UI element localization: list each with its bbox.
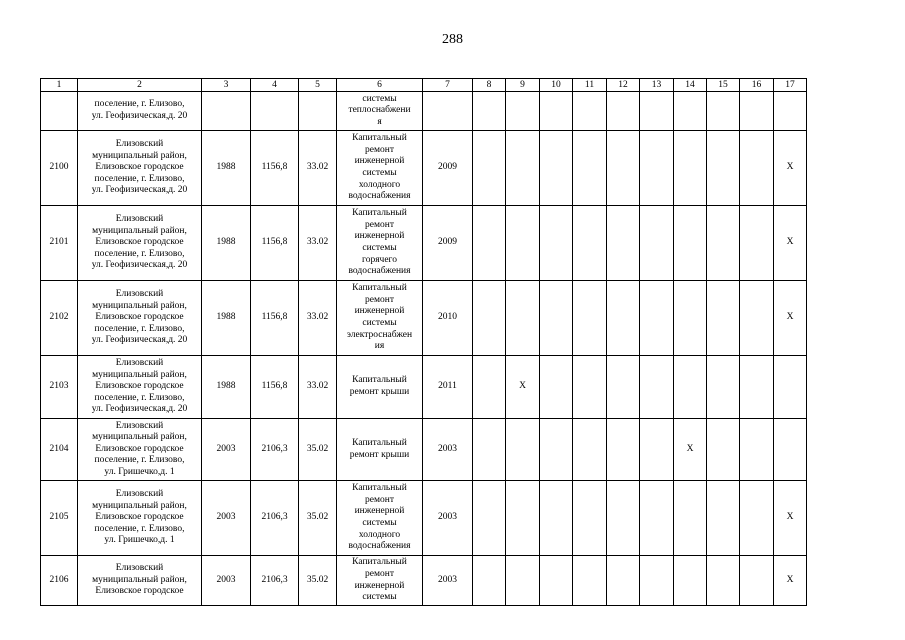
plan-year-cell: 2003 bbox=[423, 419, 473, 481]
row-number: 2101 bbox=[41, 206, 78, 281]
mark-cell bbox=[707, 419, 740, 481]
area-cell: 2106,3 bbox=[251, 419, 299, 481]
mark-cell: X bbox=[674, 419, 707, 481]
column-header: 17 bbox=[774, 79, 807, 92]
table-row bbox=[41, 556, 807, 606]
mark-cell bbox=[573, 281, 607, 356]
column-header: 13 bbox=[640, 79, 674, 92]
column-header: 1 bbox=[41, 79, 78, 92]
mark-cell bbox=[607, 356, 640, 419]
table-row bbox=[41, 419, 807, 481]
mark-cell bbox=[640, 281, 674, 356]
mark-cell bbox=[740, 281, 774, 356]
row-number: 2103 bbox=[41, 356, 78, 419]
mark-cell bbox=[640, 481, 674, 556]
mark-cell bbox=[506, 281, 540, 356]
column-header: 16 bbox=[740, 79, 774, 92]
mark-cell: X bbox=[774, 206, 807, 281]
mark-cell bbox=[607, 419, 640, 481]
mark-cell bbox=[740, 356, 774, 419]
mark-cell bbox=[707, 556, 740, 606]
column-header: 12 bbox=[607, 79, 640, 92]
mark-cell bbox=[573, 481, 607, 556]
work-type-cell: Капитальный ремонт инженерной системы bbox=[337, 556, 423, 606]
mark-cell bbox=[573, 131, 607, 206]
mark-cell bbox=[506, 131, 540, 206]
mark-cell bbox=[540, 481, 573, 556]
code-cell: 35.02 bbox=[299, 481, 337, 556]
mark-cell bbox=[674, 356, 707, 419]
mark-cell bbox=[774, 92, 807, 131]
area-cell: 1156,8 bbox=[251, 281, 299, 356]
work-type-cell: Капитальный ремонт инженерной системы холодного водоснабжения bbox=[337, 481, 423, 556]
work-type-cell: Капитальный ремонт инженерной системы холодного водоснабжения bbox=[337, 131, 423, 206]
mark-cell bbox=[506, 206, 540, 281]
mark-cell bbox=[740, 131, 774, 206]
plan-year-cell: 2010 bbox=[423, 281, 473, 356]
work-type-cell: Капитальный ремонт инженерной системы горячего водоснабжения bbox=[337, 206, 423, 281]
plan-year-cell bbox=[423, 92, 473, 131]
plan-year-cell: 2009 bbox=[423, 206, 473, 281]
mark-cell bbox=[740, 419, 774, 481]
plan-year-cell: 2003 bbox=[423, 481, 473, 556]
mark-cell bbox=[707, 131, 740, 206]
row-number: 2104 bbox=[41, 419, 78, 481]
mark-cell bbox=[506, 419, 540, 481]
column-header: 3 bbox=[202, 79, 251, 92]
mark-cell: X bbox=[774, 481, 807, 556]
mark-cell bbox=[674, 206, 707, 281]
column-header: 2 bbox=[78, 79, 202, 92]
mark-cell bbox=[640, 556, 674, 606]
construction-year-cell: 2003 bbox=[202, 481, 251, 556]
register-table bbox=[40, 78, 807, 606]
code-cell: 35.02 bbox=[299, 556, 337, 606]
mark-cell bbox=[607, 556, 640, 606]
construction-year-cell: 1988 bbox=[202, 131, 251, 206]
code-cell: 33.02 bbox=[299, 356, 337, 419]
mark-cell bbox=[540, 419, 573, 481]
area-cell bbox=[251, 92, 299, 131]
address-cell: Елизовский муниципальный район, Елизовское городское поселение, г. Елизово, ул. Геофизическая,д. 20 bbox=[78, 356, 202, 419]
column-header: 5 bbox=[299, 79, 337, 92]
page-number: 288 bbox=[442, 32, 463, 47]
construction-year-cell bbox=[202, 92, 251, 131]
mark-cell bbox=[640, 92, 674, 131]
mark-cell bbox=[607, 481, 640, 556]
mark-cell bbox=[473, 206, 506, 281]
row-number bbox=[41, 92, 78, 131]
row-number: 2106 bbox=[41, 556, 78, 606]
address-cell: Елизовский муниципальный район, Елизовское городское поселение, г. Елизово, ул. Геофизическая,д. 20 bbox=[78, 281, 202, 356]
mark-cell bbox=[473, 481, 506, 556]
mark-cell bbox=[540, 131, 573, 206]
mark-cell bbox=[540, 356, 573, 419]
mark-cell bbox=[473, 419, 506, 481]
mark-cell bbox=[506, 92, 540, 131]
mark-cell bbox=[707, 281, 740, 356]
code-cell: 33.02 bbox=[299, 206, 337, 281]
code-cell: 33.02 bbox=[299, 281, 337, 356]
mark-cell bbox=[607, 131, 640, 206]
row-number: 2102 bbox=[41, 281, 78, 356]
mark-cell bbox=[573, 206, 607, 281]
mark-cell bbox=[540, 206, 573, 281]
mark-cell bbox=[506, 481, 540, 556]
column-header: 15 bbox=[707, 79, 740, 92]
table-row bbox=[41, 356, 807, 419]
table-row bbox=[41, 131, 807, 206]
row-number: 2105 bbox=[41, 481, 78, 556]
table-row bbox=[41, 481, 807, 556]
address-cell: Елизовский муниципальный район, Елизовское городское поселение, г. Елизово, ул. Геофизическая,д. 20 bbox=[78, 206, 202, 281]
mark-cell bbox=[674, 481, 707, 556]
mark-cell bbox=[707, 481, 740, 556]
area-cell: 1156,8 bbox=[251, 206, 299, 281]
row-number: 2100 bbox=[41, 131, 78, 206]
address-cell: Елизовский муниципальный район, Елизовское городское поселение, г. Елизово, ул. Гришечко,д. 1 bbox=[78, 419, 202, 481]
mark-cell bbox=[707, 92, 740, 131]
mark-cell bbox=[473, 131, 506, 206]
column-header: 7 bbox=[423, 79, 473, 92]
area-cell: 2106,3 bbox=[251, 556, 299, 606]
mark-cell bbox=[573, 419, 607, 481]
mark-cell bbox=[640, 206, 674, 281]
mark-cell bbox=[640, 356, 674, 419]
construction-year-cell: 2003 bbox=[202, 419, 251, 481]
mark-cell bbox=[573, 356, 607, 419]
mark-cell bbox=[707, 356, 740, 419]
address-cell: Елизовский муниципальный район, Елизовское городское поселение, г. Елизово, ул. Гришечко,д. 1 bbox=[78, 481, 202, 556]
mark-cell bbox=[607, 281, 640, 356]
mark-cell bbox=[607, 92, 640, 131]
construction-year-cell: 1988 bbox=[202, 356, 251, 419]
work-type-cell: системы теплоснабжени я bbox=[337, 92, 423, 131]
mark-cell bbox=[607, 206, 640, 281]
address-cell: Елизовский муниципальный район, Елизовское городское поселение, г. Елизово, ул. Геофизическая,д. 20 bbox=[78, 131, 202, 206]
mark-cell bbox=[740, 556, 774, 606]
plan-year-cell: 2009 bbox=[423, 131, 473, 206]
mark-cell bbox=[740, 481, 774, 556]
construction-year-cell: 2003 bbox=[202, 556, 251, 606]
mark-cell bbox=[707, 206, 740, 281]
work-type-cell: Капитальный ремонт крыши bbox=[337, 419, 423, 481]
work-type-cell: Капитальный ремонт инженерной системы электроснабжен ия bbox=[337, 281, 423, 356]
column-header: 10 bbox=[540, 79, 573, 92]
mark-cell bbox=[573, 556, 607, 606]
construction-year-cell: 1988 bbox=[202, 206, 251, 281]
table-row bbox=[41, 92, 807, 131]
mark-cell bbox=[573, 92, 607, 131]
mark-cell bbox=[540, 556, 573, 606]
mark-cell bbox=[774, 419, 807, 481]
column-header: 4 bbox=[251, 79, 299, 92]
area-cell: 1156,8 bbox=[251, 356, 299, 419]
mark-cell bbox=[640, 131, 674, 206]
plan-year-cell: 2011 bbox=[423, 356, 473, 419]
mark-cell: X bbox=[506, 356, 540, 419]
plan-year-cell: 2003 bbox=[423, 556, 473, 606]
address-cell: Елизовский муниципальный район, Елизовское городское bbox=[78, 556, 202, 606]
mark-cell: X bbox=[774, 556, 807, 606]
mark-cell bbox=[740, 92, 774, 131]
mark-cell bbox=[506, 556, 540, 606]
mark-cell bbox=[473, 281, 506, 356]
mark-cell: X bbox=[774, 281, 807, 356]
code-cell: 35.02 bbox=[299, 419, 337, 481]
column-header: 6 bbox=[337, 79, 423, 92]
mark-cell bbox=[473, 92, 506, 131]
mark-cell bbox=[540, 281, 573, 356]
mark-cell bbox=[774, 356, 807, 419]
area-cell: 1156,8 bbox=[251, 131, 299, 206]
mark-cell bbox=[640, 419, 674, 481]
table-row bbox=[41, 206, 807, 281]
work-type-cell: Капитальный ремонт крыши bbox=[337, 356, 423, 419]
column-header: 11 bbox=[573, 79, 607, 92]
column-header: 8 bbox=[473, 79, 506, 92]
mark-cell bbox=[473, 356, 506, 419]
column-header: 14 bbox=[674, 79, 707, 92]
table-row bbox=[41, 281, 807, 356]
mark-cell bbox=[674, 281, 707, 356]
mark-cell: X bbox=[774, 131, 807, 206]
mark-cell bbox=[674, 92, 707, 131]
mark-cell bbox=[674, 556, 707, 606]
code-cell bbox=[299, 92, 337, 131]
construction-year-cell: 1988 bbox=[202, 281, 251, 356]
column-header: 9 bbox=[506, 79, 540, 92]
mark-cell bbox=[473, 556, 506, 606]
address-cell: поселение, г. Елизово, ул. Геофизическая,д. 20 bbox=[78, 92, 202, 131]
code-cell: 33.02 bbox=[299, 131, 337, 206]
mark-cell bbox=[674, 131, 707, 206]
column-number-row bbox=[41, 79, 807, 92]
mark-cell bbox=[540, 92, 573, 131]
area-cell: 2106,3 bbox=[251, 481, 299, 556]
mark-cell bbox=[740, 206, 774, 281]
